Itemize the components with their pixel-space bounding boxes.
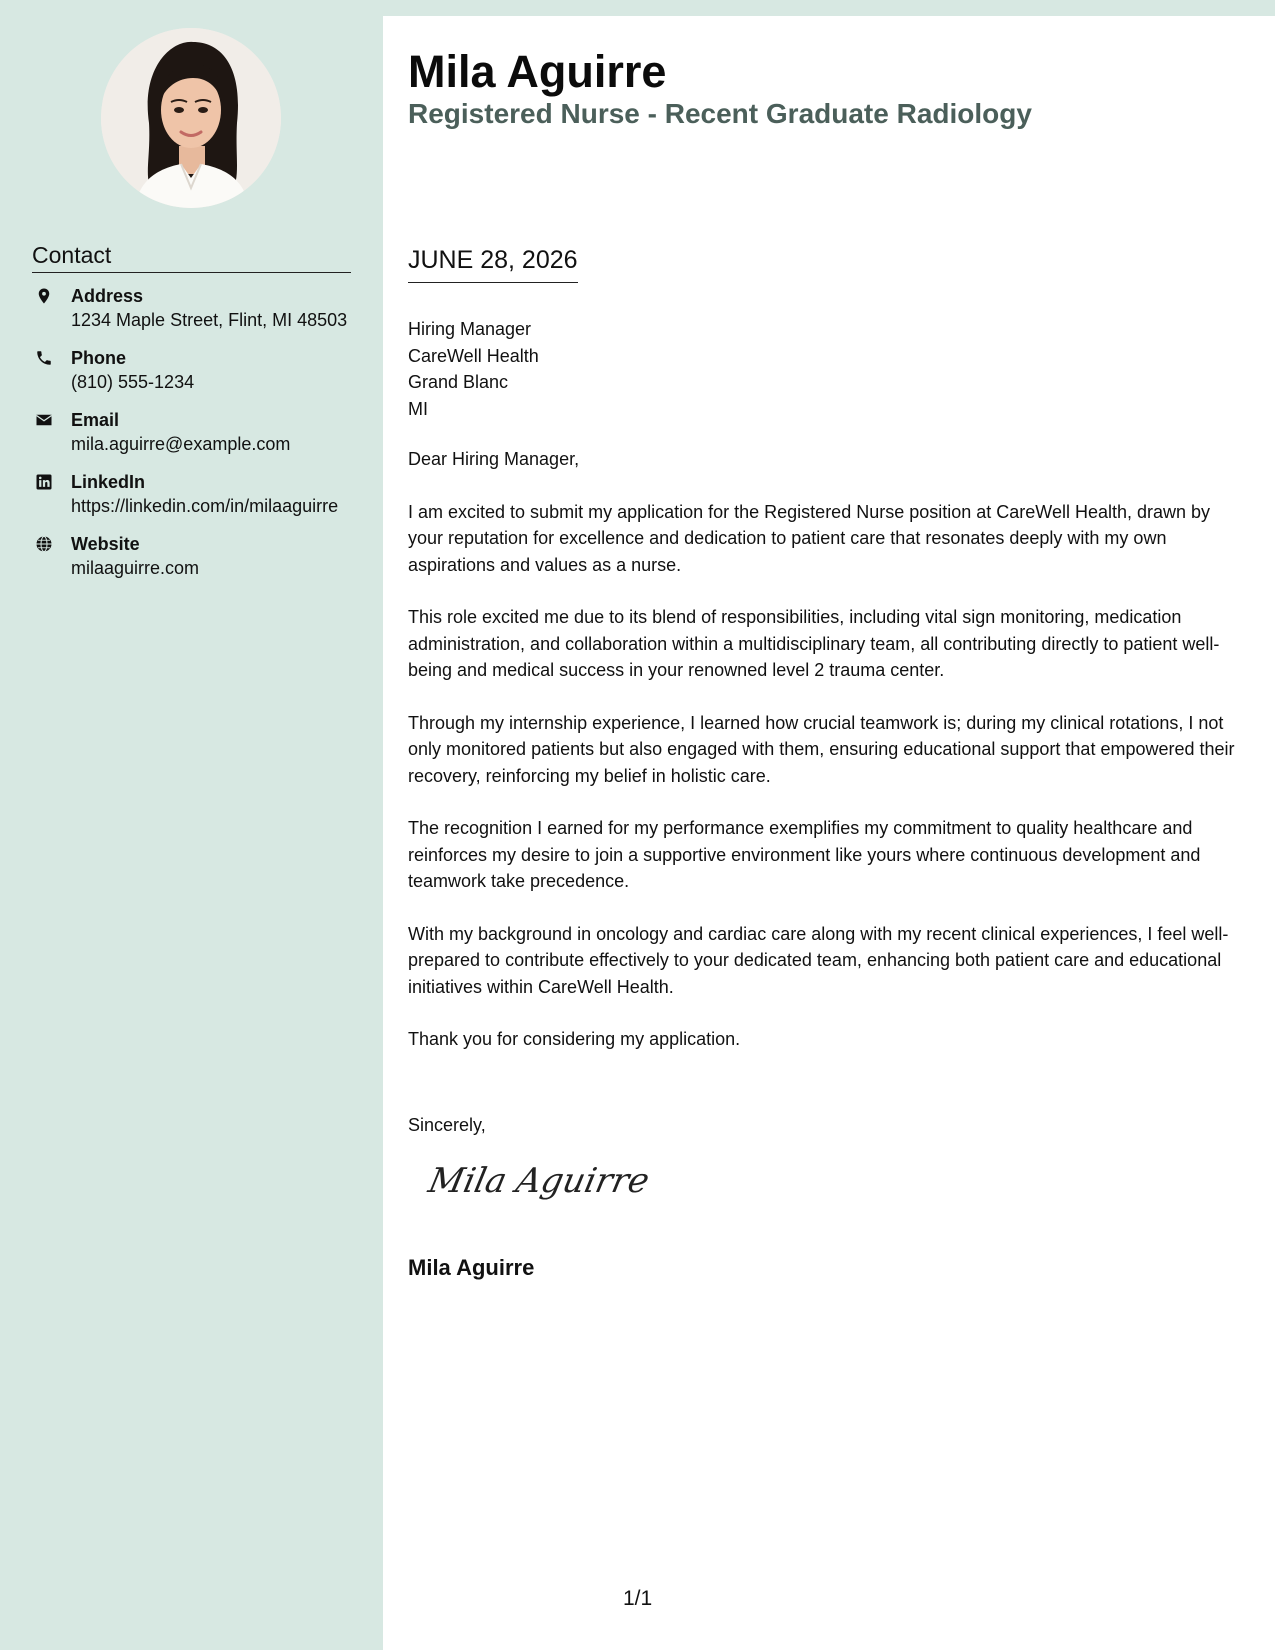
linkedin-icon bbox=[35, 473, 53, 491]
contact-label: Email bbox=[71, 410, 120, 430]
recipient-line: Hiring Manager bbox=[408, 319, 532, 339]
recipient-line: Grand Blanc bbox=[408, 372, 509, 392]
envelope-icon bbox=[35, 411, 53, 429]
phone-icon bbox=[35, 349, 53, 367]
letter-page bbox=[383, 16, 1275, 1650]
contact-value: milaaguirre.com bbox=[71, 558, 200, 578]
page-number: 1/1 bbox=[623, 1587, 653, 1610]
recipient-block bbox=[408, 316, 539, 422]
contact-value: 1234 Maple Street, Flint, MI 48503 bbox=[71, 310, 348, 330]
contact-value: mila.aguirre@example.com bbox=[71, 434, 291, 454]
contact-label: LinkedIn bbox=[71, 472, 146, 492]
recipient-line: MI bbox=[408, 398, 428, 419]
letter-paragraph: With my background in oncology and cardiac care along with my recent clinical experiences, I feel well-prepared to contribute effectively to your dedicated team, enhancing both patient care and educational initiatives within CareWell Health. bbox=[408, 923, 1229, 997]
letter-paragraph: The recognition I earned for my performance exemplifies my commitment to quality healthcare and reinforces my desire to join a supportive environment like yours where continuous development and teamwork take precedence. bbox=[408, 818, 1201, 891]
contact-address bbox=[32, 284, 362, 333]
contact-label: Website bbox=[71, 534, 140, 554]
recipient-line: CareWell Health bbox=[408, 345, 539, 366]
contact-heading: Contact bbox=[32, 240, 351, 273]
contact-phone bbox=[32, 346, 362, 395]
profile-photo bbox=[101, 28, 281, 208]
closing: Sincerely, bbox=[408, 1115, 486, 1135]
contact-website bbox=[32, 532, 362, 581]
letter-paragraph: Thank you for considering my application. bbox=[408, 1029, 741, 1049]
job-title: Registered Nurse - Recent Graduate Radiology bbox=[408, 98, 1032, 129]
sidebar bbox=[0, 0, 383, 1650]
letter-paragraph: This role excited me due to its blend of responsibilities, including vital sign monitoring, medication administration, and collaboration within a multidisciplinary team, all contributing directly to patient well-being and medical success in your renowned level 2 trauma center. bbox=[408, 607, 1220, 680]
letter-body bbox=[408, 446, 1248, 1079]
globe-icon bbox=[35, 535, 53, 553]
signer-name: Mila Aguirre bbox=[408, 1255, 535, 1280]
contact-label: Address bbox=[71, 286, 144, 306]
contact-value: (810) 555-1234 bbox=[71, 372, 195, 392]
map-pin-icon bbox=[35, 287, 53, 305]
contact-email bbox=[32, 408, 362, 457]
letter-paragraph: I am excited to submit my application for the Registered Nurse position at CareWell Health, drawn by your reputation for excellence and dedication to patient care that resonates deeply with my own aspirations and values as a nurse. bbox=[408, 501, 1211, 575]
contact-list bbox=[32, 284, 362, 594]
applicant-name: Mila Aguirre bbox=[408, 46, 667, 97]
signature-image bbox=[423, 1154, 663, 1206]
contact-linkedin bbox=[32, 470, 362, 519]
contact-label: Phone bbox=[71, 348, 127, 368]
contact-value: https://linkedin.com/in/milaaguirre bbox=[71, 496, 339, 516]
letter-paragraph: Through my internship experience, I learned how crucial teamwork is; during my clinical rotations, I not only monitored patients but also engaged with them, ensuring educational support that empowered their recovery, reinforcing my belief in holistic care. bbox=[408, 712, 1235, 786]
svg-text:Mila Aguirre: Mila Aguirre bbox=[425, 1161, 653, 1201]
salutation: Dear Hiring Manager, bbox=[408, 449, 580, 469]
letter-date: JUNE 28, 2026 bbox=[408, 244, 578, 283]
